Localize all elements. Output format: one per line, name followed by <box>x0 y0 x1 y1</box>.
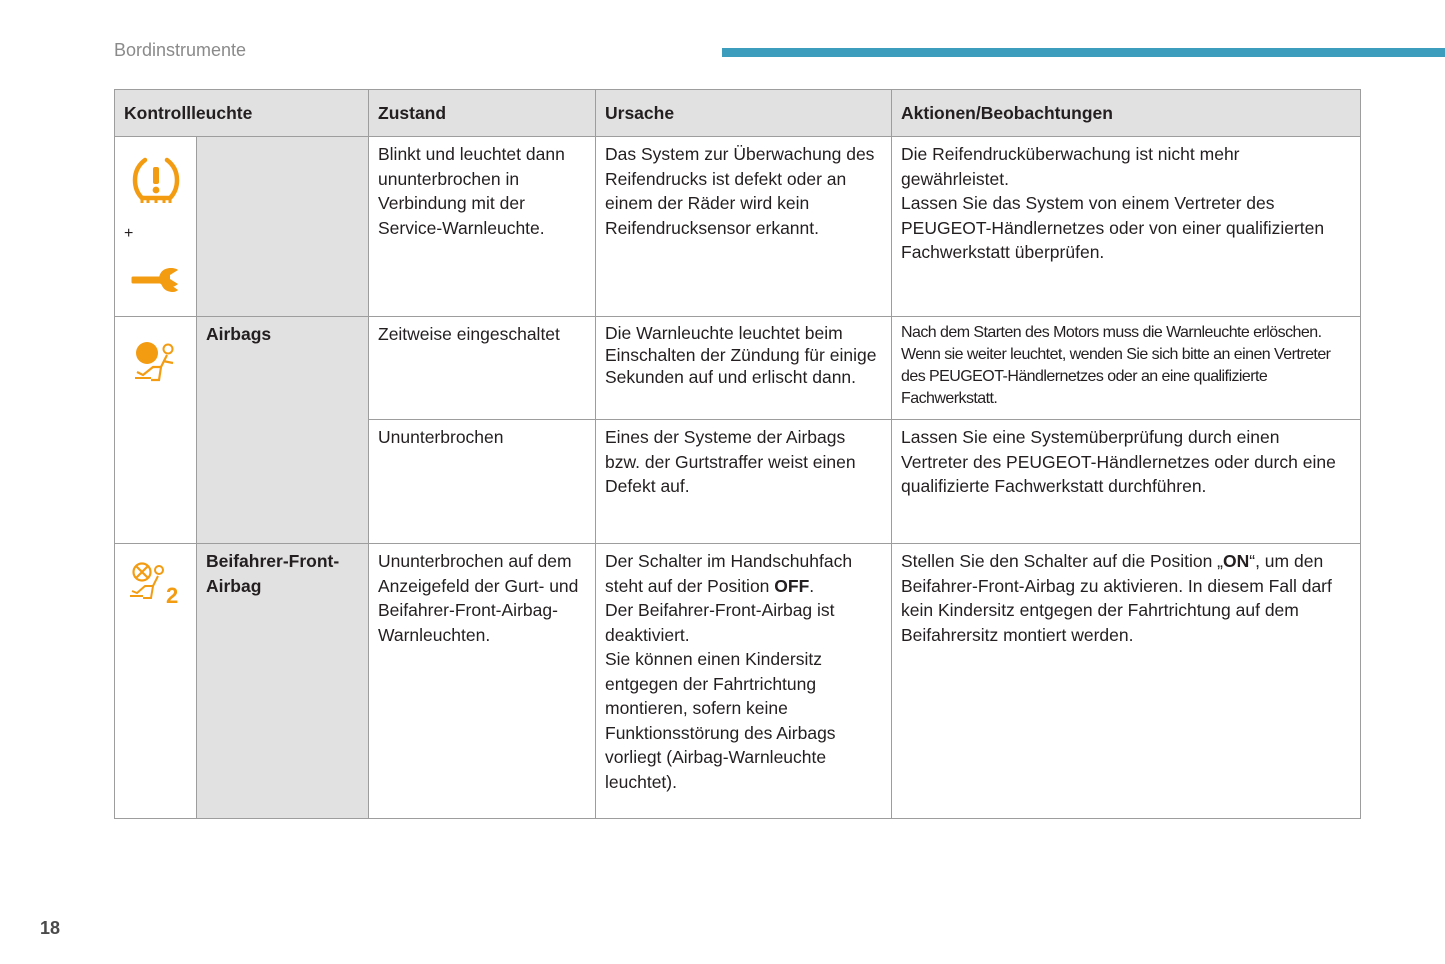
ursache-cell: Das System zur Überwachung des Reifendrucks ist defekt oder an einem der Räder wird kein Reifendrucksensor erkannt. <box>596 137 892 317</box>
column-header-zustand: Zustand <box>369 90 596 137</box>
table-header-row <box>115 90 1361 137</box>
ursache-cell: Die Warnleuchte leuchtet beim Einschalten der Zündung für einige Sekunden auf und erlischt dann. <box>596 317 892 420</box>
warning-light-name <box>197 137 369 317</box>
aktionen-cell: Lassen Sie eine Systemüberprüfung durch einen Vertreter des PEUGEOT-Händlernetzes oder durch eine qualifizierte Fachwerkstatt durchführen. <box>892 420 1361 544</box>
warning-light-name: Airbags <box>197 317 369 544</box>
zustand-cell: Ununterbrochen <box>369 420 596 544</box>
column-header-aktionen: Aktionen/Beobachtungen <box>892 90 1361 137</box>
passenger-airbag-off-icon <box>129 561 183 605</box>
ursache-text: . Der Beifahrer-Front-Airbag ist deaktiviert. Sie können einen Kindersitz entgegen der Fahrtrichtung montieren, sofern keine Funktionsstörung des Airbags vorliegt (Airbag-Warnleuchte leuchtet). <box>605 575 836 792</box>
table-row <box>115 317 1361 420</box>
page-number: 18 <box>40 918 61 938</box>
on-position-label: ON <box>1223 551 1250 571</box>
airbag-icon <box>133 340 179 384</box>
aktionen-cell <box>892 544 1361 819</box>
ursache-cell: Eines der Systeme der Airbags bzw. der Gurtstraffer weist einen Defekt auf. <box>596 420 892 544</box>
off-position-label: OFF <box>774 575 810 596</box>
icon-cell <box>115 137 197 317</box>
column-header-kontrollleuchte: Kontrollleuchte <box>115 90 369 137</box>
aktionen-cell: Die Reifendrucküberwachung ist nicht mehr gewährleistet. Lassen Sie das System von einem Vertreter des PEUGEOT-Händlernetzes oder von einer qualifizierten Fachwerkstatt überprüfen. <box>892 137 1361 317</box>
ursache-text: Der Schalter im Handschuhfach steht auf der Position <box>605 551 853 596</box>
icon-joiner-plus: + <box>124 225 134 242</box>
icon-cell <box>115 544 197 819</box>
header-accent-bar <box>722 48 1445 57</box>
zustand-cell: Ununterbrochen auf dem Anzeigefeld der Gurt- und Beifahrer-Front-Airbag-Warnleuchten. <box>369 544 596 819</box>
table-row <box>115 137 1361 317</box>
zustand-cell: Blinkt und leuchtet dann ununterbrochen in Verbindung mit der Service-Warnleuchte. <box>369 137 596 317</box>
zustand-cell: Zeitweise eingeschaltet <box>369 317 596 420</box>
aktionen-cell: Nach dem Starten des Motors muss die Warnleuchte erlöschen. Wenn sie weiter leuchtet, wenden Sie sich bitte an einen Vertreter des PEUGEOT-Händlernetzes oder an eine qualifizierte Fachwerkstatt. <box>892 317 1361 420</box>
aktionen-text: Stellen Sie den Schalter auf die Position „ <box>901 551 1223 571</box>
svg-text:2: 2 <box>165 583 178 605</box>
tyre-pressure-warning-icon <box>131 156 181 204</box>
table-row <box>115 544 1361 819</box>
section-title: Bordinstrumente <box>114 40 247 60</box>
warning-light-name: Beifahrer-Front-Airbag <box>197 544 369 819</box>
warning-lights-table <box>114 89 1361 819</box>
service-wrench-icon <box>131 265 181 295</box>
aktionen-text: “, um den Beifahrer-Front-Airbag zu aktivieren. In diesem Fall darf kein Kindersitz entgegen der Fahrtrichtung auf dem Beifahrersitz montiert werden. <box>901 551 1332 645</box>
icon-cell <box>115 317 197 544</box>
ursache-cell <box>596 544 892 819</box>
column-header-ursache: Ursache <box>596 90 892 137</box>
